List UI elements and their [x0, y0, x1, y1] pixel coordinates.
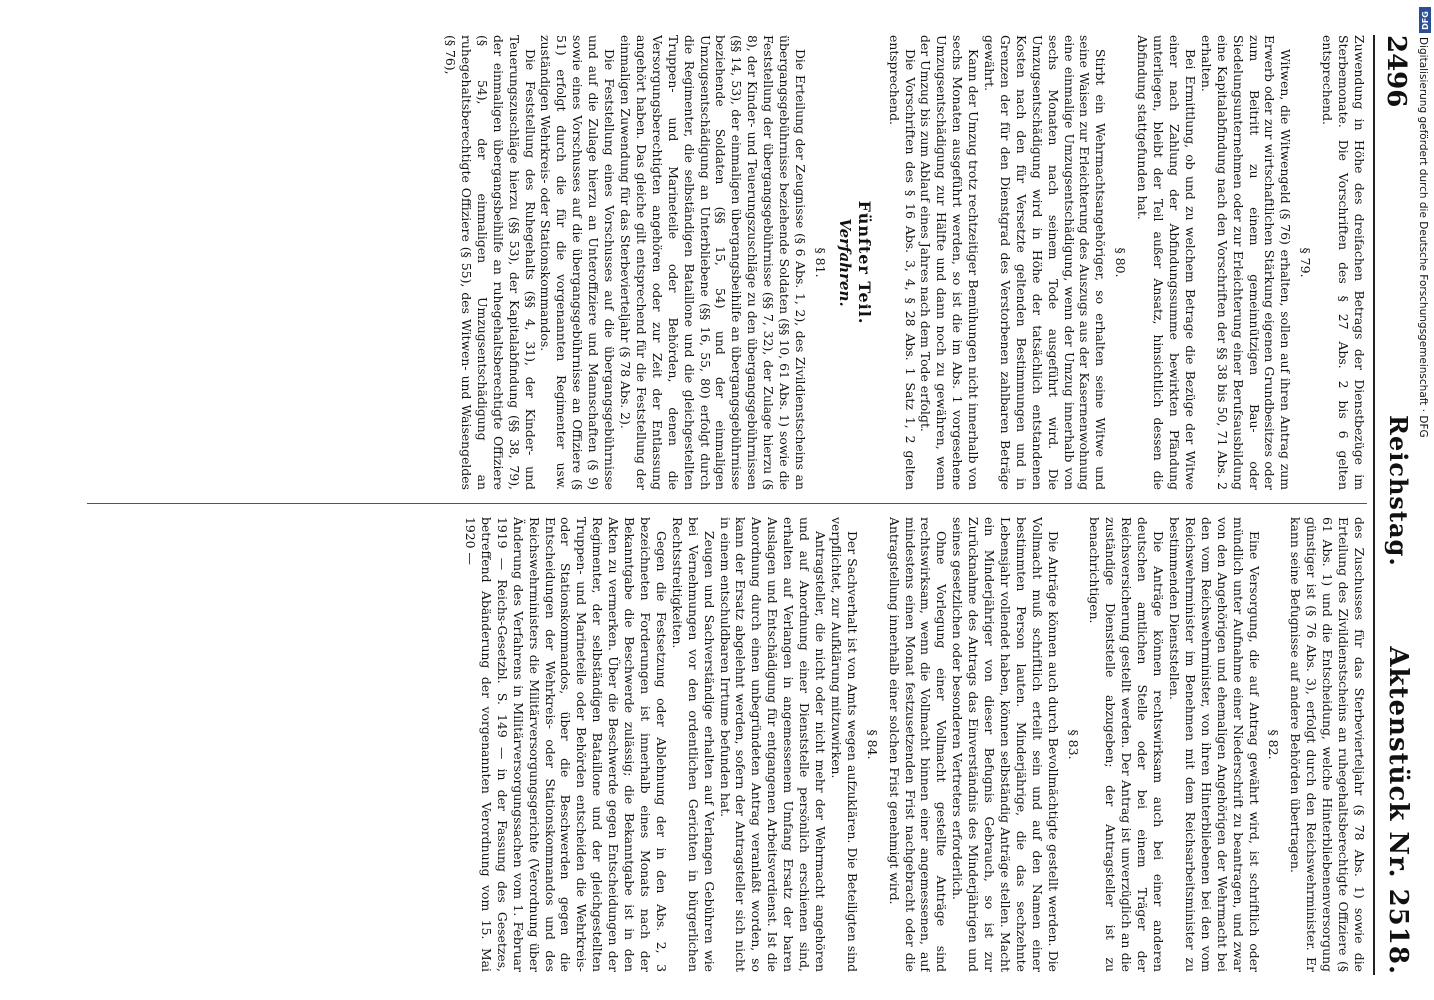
rotated-document-page — [75, 35, 1415, 975]
paragraph: Die Vorschriften des § 16 Abs. 3, 4, § 28 Abs. 1 Satz 1, 2 gelten entsprechend. — [886, 35, 918, 490]
paragraph: Stirbt ein Wehrmachtsangehöriger, so erhalten seine Witwe und seine Waisen zur Erleichterung des Auszugs aus der Kasernenwohnung eine einmalige Umzugsentschädigung, wenn der Umzug innerhalb von sechs Monaten nach seinem Tode ausgeführt wird. Die Umzugsentschädigung wird in Höhe der tatsächlich entstandenen Kosten nach den für Versetzte geltenden Bestimmungen und in Grenzen der für den Dienstgrad des Verstorbenen zahlbaren Beträge gewährt. — [982, 35, 1109, 490]
part-heading: Fünfter Teil. — [854, 200, 874, 325]
paragraph: Antragsteller, die nicht oder nicht mehr der Wehrmacht angehören und auf Anordnung einer Dienststelle persönlich erschienen sind, erhalten auf Verlangen in angemessenem Umfang Ersatz der baren Auslagen und Entschädigung für entgangenen Arbeitsverdienst. Ist die Anordnung durch einen unbegründeten Antrag veranlaßt worden, so kann der Ersatz abgelehnt werden, sofern der Antragsteller sich nicht in einem entschuldbaren Irrtume befunden hat. — [717, 517, 828, 972]
paragraph: Bei Ermittlung, ob und zu welchem Betrage die Bezüge der Witwe einer nach Zahlung der Abfindungssumme bewirkten Pfändung unterliegen, bleibt der Teil außer Ansatz, hinsichtlich dessen die Abfindung stattgefunden hat. — [1135, 35, 1198, 490]
dfg-credit-strip — [1418, 5, 1432, 995]
section-heading: § 83. — [1065, 729, 1081, 760]
section-heading: § 80. — [1113, 247, 1129, 278]
section-heading: § 81. — [812, 247, 828, 278]
paragraph: Die Feststellung eines Vorschusses auf die übergangsgebührnisse und auf die Zulage hierzu an Unteroffiziere und Mannschaften (§ 9) sowie eines Vorschusses auf die übergangsgebührnisse an Offiziere (§ 51) erfolgt durch die für die vorgenannten Regimenter usw. zuständigen Wehrkreis- oder Stationskommandos. — [538, 35, 618, 490]
section-heading: § 79. — [1298, 247, 1314, 278]
paragraph: des Zuschusses für das Sterbevierteljahr (§ 78 Abs. 1) sowie die Erteilung des Zivildienstscheins an ruhegehaltsberechtigte Offiziere (§ 61 Abs. 1) und die Entscheidung, welche Hinterbliebenenversorgung günstiger ist (§ 76 Abs. 3), erfolgt durch den Reichswehrminister. Er kann seine Befugnisse auf andere Behörden übertragen. — [1288, 517, 1367, 972]
paragraph: Ohne Vorlegung einer Vollmacht gestellte Anträge sind rechtswirksam, wenn die Vollmacht binnen einer angemessenen, auf mindestens einen Monat festzusetzenden Frist nachgebracht oder die Antragstellung innerhalb einer solchen Frist genehmigt wird. — [886, 517, 950, 972]
paragraph: Der Sachverhalt ist von Amts wegen aufzuklären. Die Beteiligten sind verpflichtet, zur Aufklärung mitzuwirken. — [828, 517, 860, 972]
paragraph: Zuwendung in Höhe des dreifachen Betrags der Dienstbezüge im Sterbemonate. Die Vorschriften des § 27 Abs. 2 bis 6 gelten entsprechend. — [1320, 35, 1367, 490]
paragraph: Die Anträge können rechtswirksam auch bei einer anderen deutschen amtlichen Stelle oder bei einem Träger der Reichsversicherung gestellt werden. Der Antrag ist unverzüglich an die zuständige Dienststelle abzugeben; der Antragsteller ist zu benachrichtigen. — [1087, 517, 1167, 972]
left-text-column — [77, 35, 1367, 490]
paragraph: Witwen, die Witwengeld (§ 76) erhalten, sollen auf ihren Antrag zum Erwerb oder zur wirtschaftlichen Stärkung eigenen Grundbesitzes oder zum Beitritt zu einem gemeinnützigen Bau- oder Siedelungsunternehmen oder zur Erleichterung einer Berufsausbildung eine Kapitalabfindung nach den Vorschriften der §§ 38 bis 50, 71 Abs. 2 erhalten. — [1198, 35, 1294, 490]
page-header — [1373, 35, 1415, 975]
paragraph: Die Anträge können auch durch Bevollmächtigte gestellt werden. Die Vollmacht muß schriftlich erteilt sein und auf den Namen einer bestimmten Person lauten. Minderjährige, die das sechzehnte Lebensjahr vollendet haben, können selbständig Anträge stellen. Macht ein Minderjähriger von dieser Befugnis Gebrauch, so ist zur Zurücknahme des Antrags das Einverständnis des Minderjährigen und seines gesetzlichen oder besonderen Vertreters erforderlich. — [950, 517, 1061, 972]
dfg-logo: DFG — [1419, 7, 1431, 33]
paragraph: Die Feststellung des Ruhegehalts (§§ 4, 31), der Kinder- und Teuerungszuschläge hierzu (§§ 53), der Kapitalabfindung (§§ 38, 79), der einmaligen übergangsbeihilfe an ruhegehaltsberechtigte Offiziere (§ 54), der einmaligen Umzugsentschädigung an ruhegehaltsberechtigte Offiziere (§ 55), des Witwen- und Waisengeldes (§ 76), — [443, 35, 538, 490]
paragraph: Zeugen und Sachverständige erhalten auf Verlangen Gebühren wie bei Vernehmungen vor den ordentlichen Gerichten in bürgerlichen Rechtsstreitigkeiten. — [669, 517, 717, 972]
section-heading: § 82. — [1266, 729, 1282, 760]
right-text-column — [77, 517, 1367, 972]
column-divider — [87, 503, 1367, 504]
paragraph: Kann der Umzug trotz rechtzeitiger Bemühungen nicht innerhalb von sechs Monaten ausgeführt werden, so ist die im Abs. 1 vorgesehene Umzugsentschädigung zur Hälfte und dann noch zu gewähren, wenn der Umzug bis zum Ablauf eines Jahres nach dem Tode erfolgt. — [918, 35, 982, 490]
paragraph: Gegen die Festsetzung oder Ablehnung der in den Abs. 2, 3 bezeichneten Forderungen ist innerhalb eines Monats nach der Bekanntgabe die Beschwerde zulässig; die Bekanntgabe ist in den Akten zu vermerken. Über die Beschwerde gegen Entscheidungen der Regimenter, der selbständigen Bataillone und der gleichgestellten Truppen- und Marineteile oder Behörden entscheiden die Wehrkreis- oder Stationskommandos, über die Beschwerden gegen die Entscheidungen der Wehrkreis- oder Stationskommandos und des Reichswehrministers die Militärversorgungsgerichte (Verordnung über Änderung des Verfahrens in Militärversorgungssachen vom 1. Februar 1919 — Reichs-Gesetzbl. S. 149 — in der Fassung des Gesetzes, betreffend Abänderung der vorgenannten Verordnung vom 15. Mai 1920 — — [463, 517, 669, 972]
running-title: Reichstag. — [1384, 415, 1413, 567]
paragraph: Die Erteilung der Zeugnisse (§ 6 Abs. 1, 2), des Zivildienstscheins an übergangsgebührnisse beziehende Soldaten (§§ 10, 61 Abs. 1) sowie die Feststellung der übergangsgebührnisse (§§ 7, 32), der Zulage hierzu (§ 8), der Kinder- und Teuerungszuschläge zu den übergangsgebührnissen (§§ 14, 53), der einmaligen übergangsbeihilfe an übergangsgebührnisse beziehende Soldaten (§§ 15, 54) und der einmaligen Umzugsentschädigung an Unterbliebene (§§ 16, 55, 80) erfolgt durch die Regimenter, die selbständigen Bataillone und die gleichgestellten Truppen- und Marineteile oder Behörden, denen die Versorgungsberechtigten angehören oder zur Zeit der Entlassung angehört haben. Das gleiche gilt entsprechend für die Feststellung der einmaligen Zuwendung für das Sterbevierteljahr (§ 78 Abs. 2). — [618, 35, 808, 490]
dfg-credit-text: Digitalisierung gefördert durch die Deutsche Forschungsgemeinschaft · DFG — [1417, 37, 1429, 438]
section-heading: § 84. — [864, 729, 880, 760]
document-number: Aktenstück Nr. 2518. — [1383, 646, 1413, 975]
part-subheading: Verfahren. — [835, 218, 854, 307]
page-number: 2496 — [1381, 35, 1411, 108]
paragraph: Eine Versorgung, die auf Antrag gewährt wird, ist schriftlich oder mündlich unter Aufnahme einer Niederschrift zu beantragen, und zwar von den Angehörigen und ehemaligen Angehörigen der Wehrmacht bei den vom Reichswehrminister, von ihren Hinterbliebenen bei den vom Reichswehrminister im Benehmen mit dem Reichsarbeitsminister zu bestimmenden Dienststellen. — [1167, 517, 1262, 972]
